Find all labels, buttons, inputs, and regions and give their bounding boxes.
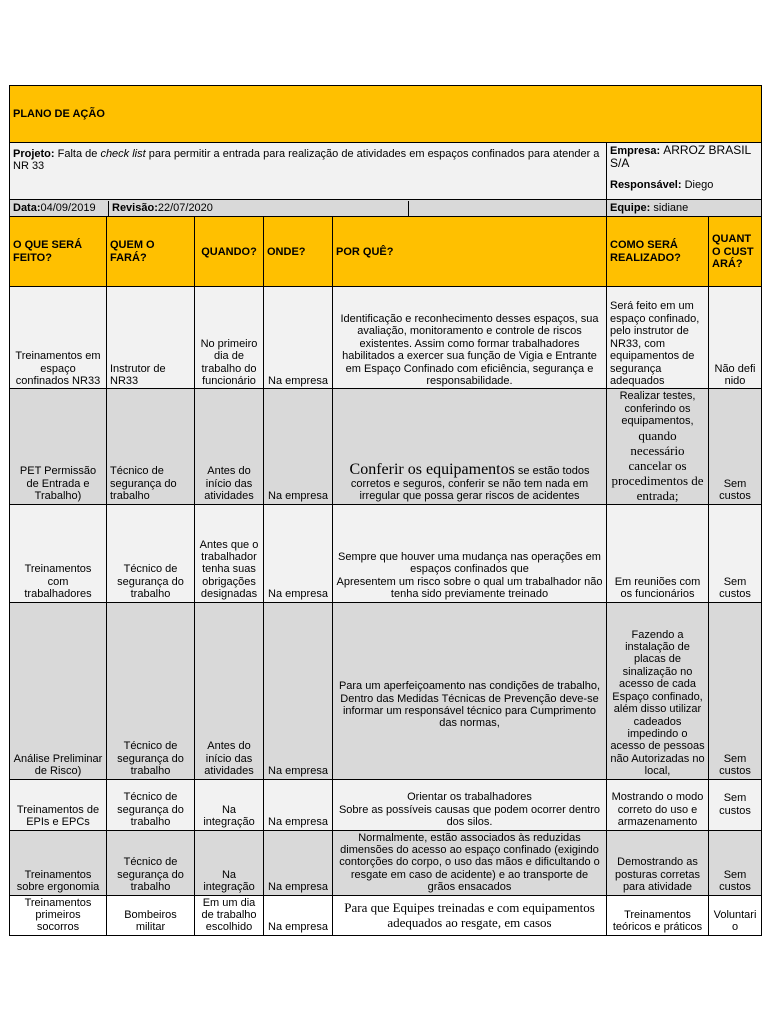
cell-where: Na empresa [264, 602, 333, 779]
cell-what: Treinamentos em espaço confinados NR33 [10, 287, 107, 389]
project-text-pre: Falta de [57, 148, 98, 160]
cell-why: Identificação e reconhecimento desses espaços, sua avaliação, monitoramento e controle de riscos existentes. Assim como formar trabalhadores habilitados a exercer sua função de Vigia e Entrante em Espaço Confinado com eficiência, segurança e responsabilidade. [333, 287, 607, 389]
date-label: Data: [13, 202, 41, 215]
revision-label: Revisão: [112, 202, 158, 215]
cell-when: Na integração [195, 779, 264, 830]
date-subtable [10, 201, 606, 215]
date-value: 04/09/2019 [40, 202, 96, 215]
cell-when: Na integração [195, 830, 264, 895]
team-value: sidiane [653, 202, 689, 215]
date-spacer [409, 201, 607, 215]
cell-when: Antes do início das atividades [195, 602, 264, 779]
how-part-b: quando necessário cancelar os procedimentos de entrada; [611, 427, 704, 503]
project-text-italic: check list [100, 148, 146, 160]
cell-cost: Sem custos [709, 389, 762, 504]
cell-why: Normalmente, estão associados às reduzidas dimensões do acesso ao espaço confinado (exigindo contorções do corpo, o uso das mãos e dificultando o resgate em caso de acidente) e ao transporte de grãos ensacados [333, 830, 607, 895]
cell-why [333, 779, 607, 830]
cell-how: Mostrando o modo correto do uso e armazenamento [607, 779, 709, 830]
why-part-1: Orientar os trabalhadores [407, 791, 532, 804]
team-cell [607, 200, 762, 217]
table-row [10, 830, 762, 895]
cell-cost: Sem custos [709, 830, 762, 895]
col-header-when: QUANDO? [195, 217, 264, 287]
cell-where: Na empresa [264, 389, 333, 504]
plan-title: PLANO DE AÇÃO [10, 86, 762, 143]
revision-value: 22/07/2020 [157, 202, 213, 215]
table-row [10, 895, 762, 935]
table-row [10, 504, 762, 602]
cell-what: Análise Preliminar de Risco) [10, 602, 107, 779]
cell-where: Na empresa [264, 779, 333, 830]
cell-when: Antes do início das atividades [195, 389, 264, 504]
company-value: ARROZ BRASIL S/A [610, 143, 751, 171]
col-header-cost: QUANTO CUSTARÁ? [709, 217, 762, 287]
project-text-post: para permitir a entrada para realização de atividades em espaços confinados para atender a NR 33 [13, 148, 600, 173]
company-label: Empresa: [610, 145, 661, 157]
cell-what: Treinamentos de EPIs e EPCs [10, 779, 107, 830]
col-header-what: O QUE SERÁ FEITO? [10, 217, 107, 287]
how-part-a: Realizar testes, conferindo os equipamentos, [619, 390, 696, 428]
why-part-2: Sobre as possíveis causas que podem ocorrer dentro dos silos. [338, 803, 601, 829]
cell-where: Na empresa [264, 895, 333, 935]
column-header-row [10, 217, 762, 287]
cell-who: Técnico de segurança do trabalho [107, 830, 195, 895]
date-revision-cell [10, 200, 607, 217]
cell-who: Técnico de segurança do trabalho [107, 504, 195, 602]
why-rest: se estão todos corretos e seguros, conferir se não tem nada em irregular que possa gerar riscos de acidentes [350, 465, 590, 503]
why-part-1: Sempre que houver uma mudança nas operações em espaços confinados que [338, 550, 601, 576]
why-part-2: Dentro das Medidas Técnicas de Prevenção deve-se informar um responsável técnico para Cumprimento das normas, [340, 692, 599, 730]
action-plan-sheet [9, 85, 761, 936]
cell-where: Na empresa [264, 830, 333, 895]
responsible-label: Responsável: [610, 179, 682, 192]
cell-who: Instrutor de NR33 [107, 287, 195, 389]
why-part-2: Apresentem um risco sobre o qual um trabalhador não tenha sido previamente treinado [336, 575, 603, 601]
cell-why: Para que Equipes treinadas e com equipamentos adequados ao resgate, em casos [333, 895, 607, 935]
why-part-1: Para um aperfeiçoamento nas condições de trabalho, [338, 680, 601, 693]
col-header-why: POR QUÊ? [333, 217, 607, 287]
cell-cost: Voluntario [709, 895, 762, 935]
cell-cost: Sem custos [709, 504, 762, 602]
cell-when: Antes que o trabalhador tenha suas obrigações designadas [195, 504, 264, 602]
cell-how: Demostrando as posturas corretas para atividade [607, 830, 709, 895]
date-cell [10, 201, 109, 215]
cell-what: Treinamentos primeiros socorros [10, 895, 107, 935]
cell-why [333, 504, 607, 602]
responsible-value: Diego [684, 179, 714, 192]
table-row [10, 389, 762, 504]
cell-who: Técnico de segurança do trabalho [107, 779, 195, 830]
cell-what: Treinamentos com trabalhadores [10, 504, 107, 602]
why-emphasis: Conferir os equipamentos [349, 461, 515, 479]
cell-cost: Não definido [709, 287, 762, 389]
cell-what: Treinamentos sobre ergonomia [10, 830, 107, 895]
cell-who: Técnico de segurança do trabalho [107, 389, 195, 504]
cell-how: Em reuniões com os funcionários [607, 504, 709, 602]
title-row [10, 86, 762, 143]
responsible-cell [607, 172, 762, 200]
project-label: Projeto: [13, 148, 55, 160]
revision-cell [109, 201, 409, 215]
project-row [10, 143, 762, 172]
cell-how [607, 389, 709, 504]
cell-cost: Sem custos [709, 779, 762, 830]
team-label: Equipe: [610, 202, 651, 215]
action-plan-table [9, 85, 762, 936]
cell-why [333, 389, 607, 504]
cell-why [333, 602, 607, 779]
company-cell [607, 143, 762, 172]
cell-who: Técnico de segurança do trabalho [107, 602, 195, 779]
cell-where: Na empresa [264, 504, 333, 602]
cell-where: Na empresa [264, 287, 333, 389]
col-header-how: COMO SERÁ REALIZADO? [607, 217, 709, 287]
cell-what: PET Permissão de Entrada e Trabalho) [10, 389, 107, 504]
table-row [10, 602, 762, 779]
cell-how: Treinamentos teóricos e práticos [607, 895, 709, 935]
col-header-where: ONDE? [264, 217, 333, 287]
cell-how: Será feito em um espaço confinado, pelo instrutor de NR33, com equipamentos de segurança adequados [607, 287, 709, 389]
cell-how: Fazendo a instalação de placas de sinalização no acesso de cada Espaço confinado, além disso utilizar cadeados impedindo o acesso de pessoas não Autorizadas no local, [607, 602, 709, 779]
cell-when: No primeiro dia de trabalho do funcionário [195, 287, 264, 389]
cell-when: Em um dia de trabalho escolhido [195, 895, 264, 935]
cell-who: Bombeiros militar [107, 895, 195, 935]
date-row [10, 200, 762, 217]
table-row [10, 779, 762, 830]
table-row [10, 287, 762, 389]
cell-cost: Sem custos [709, 602, 762, 779]
project-cell [10, 143, 607, 200]
col-header-who: QUEM O FARÁ? [107, 217, 195, 287]
